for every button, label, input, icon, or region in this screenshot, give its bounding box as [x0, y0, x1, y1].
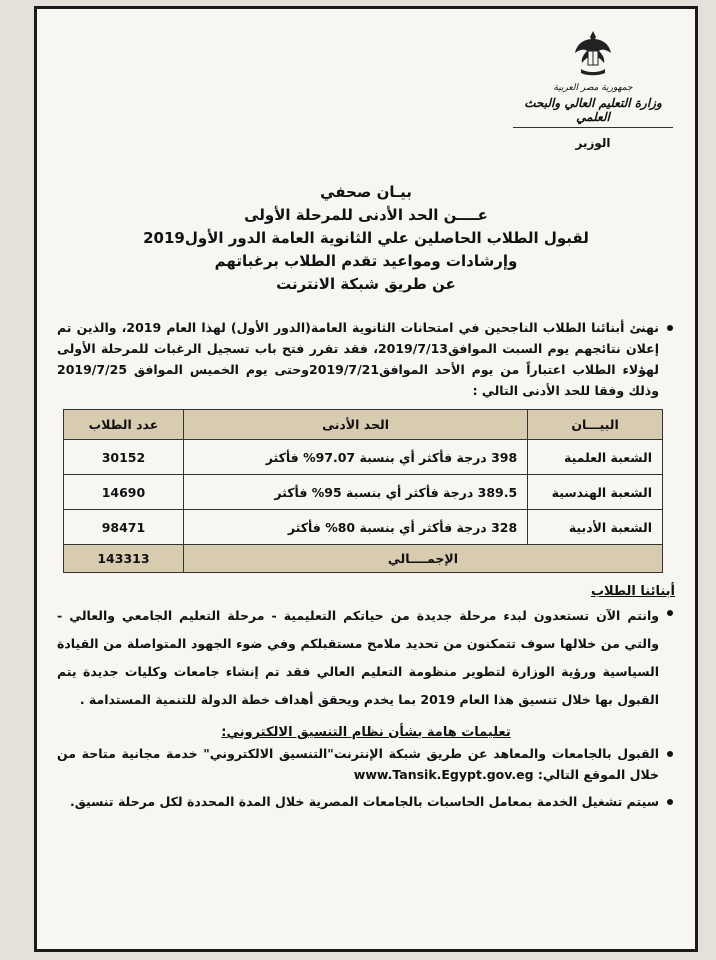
document-body [57, 317, 675, 812]
row-category: الشعبة الهندسية [528, 475, 663, 510]
minister-label: الوزير [575, 136, 611, 150]
total-label: الإجمــــالي [183, 545, 662, 573]
table-total-row [64, 545, 663, 573]
row-category: الشعبة العلمية [528, 440, 663, 475]
header-count: عدد الطلاب [64, 410, 184, 440]
row-count: 30152 [64, 440, 184, 475]
students-heading: أبنائنا الطلاب [590, 584, 675, 599]
title-line-4: وإرشادات ومواعيد تقدم الطلاب برغباتهم [214, 252, 518, 270]
instruction-item-1 [57, 743, 675, 785]
tansik-url-link[interactable]: www.Tansik.Egypt.gov.eg [353, 767, 534, 782]
row-minimum: 328 درجة فأكثر أي بنسبة 80% فأكثر [183, 510, 527, 545]
table-header-row [64, 410, 663, 440]
row-count: 98471 [64, 510, 184, 545]
press-release-title [37, 181, 695, 296]
header-minimum: الحد الأدنى [183, 410, 527, 440]
instructions-heading: تعليمات هامة بشأن نظام التنسيق الالكتروني: [221, 725, 511, 740]
title-line-2: عــــن الحد الأدنى للمرحلة الأولى [244, 206, 488, 224]
table-row [64, 510, 663, 545]
title-line-5: عن طريق شبكة الانترنت [276, 275, 456, 293]
row-minimum: 398 درجة فأكثر أي بنسبة 97.07% فأكثر [183, 440, 527, 475]
document-frame [34, 6, 698, 952]
row-count: 14690 [64, 475, 184, 510]
title-line-3: لقبول الطلاب الحاصلين علي الثانوية العامة الدور الأول2019 [143, 229, 589, 247]
eagle-emblem-icon [573, 29, 613, 77]
table-row [64, 475, 663, 510]
letterhead [513, 29, 673, 150]
students-paragraph: وانتم الآن تستعدون لبدء مرحلة جديدة من حياتكم التعليمية - مرحلة التعليم الجامعي والعالي - والتي من خلالها سوف تتمكنون من تحديد ملامح مستقبلكم وفي ضوء الجهود المتواصلة من القيادة السياسية ورؤية الوزارة لتطوير منظومة التعليم العالي فقد تم إنشاء جامعات وكليات جديدة يتم القبول بها خلال تنسيق هذا العام 2019 بما يخدم ويحقق أهداف خطة الدولة للتنمية المستدامة . [57, 602, 675, 714]
instruction-text-1: القبول بالجامعات والمعاهد عن طريق شبكة الإنترنت"التنسيق الالكتروني" خدمة مجانية متاحة من خلال الموقع التالي: [57, 746, 659, 782]
header-category: البيـــان [528, 410, 663, 440]
row-minimum: 389.5 درجة فأكثر أي بنسبة 95% فأكثر [183, 475, 527, 510]
minimum-scores-table [63, 409, 663, 573]
table-row [64, 440, 663, 475]
instruction-item-2: سيتم تشغيل الخدمة بمعامل الحاسبات بالجامعات المصرية خلال المدة المحددة لكل مرحلة تنسيق. [57, 791, 675, 812]
intro-paragraph: نهنئ أبنائنا الطلاب الناجحين في امتحانات الثانوية العامة(الدور الأول) لهذا العام 2019، والذين تم إعلان نتائجهم يوم السبت الموافق2019/7/13، فقد تقرر فتح باب تسجيل الرغبات للمرحلة الأولى لهؤلاء الطلاب اعتباراً من يوم الأحد الموافق2019/7/21وحتى يوم الخميس الموافق 2019/7/25 وذلك وفقا للحد الأدنى التالي : [57, 317, 675, 401]
ministry-name: وزارة التعليم العالي والبحث العلمي [513, 96, 673, 128]
title-line-1: بيـان صحفي [320, 183, 412, 201]
total-value: 143313 [64, 545, 184, 573]
country-name: جمهورية مصر العربية [553, 83, 633, 93]
row-category: الشعبة الأدبية [528, 510, 663, 545]
